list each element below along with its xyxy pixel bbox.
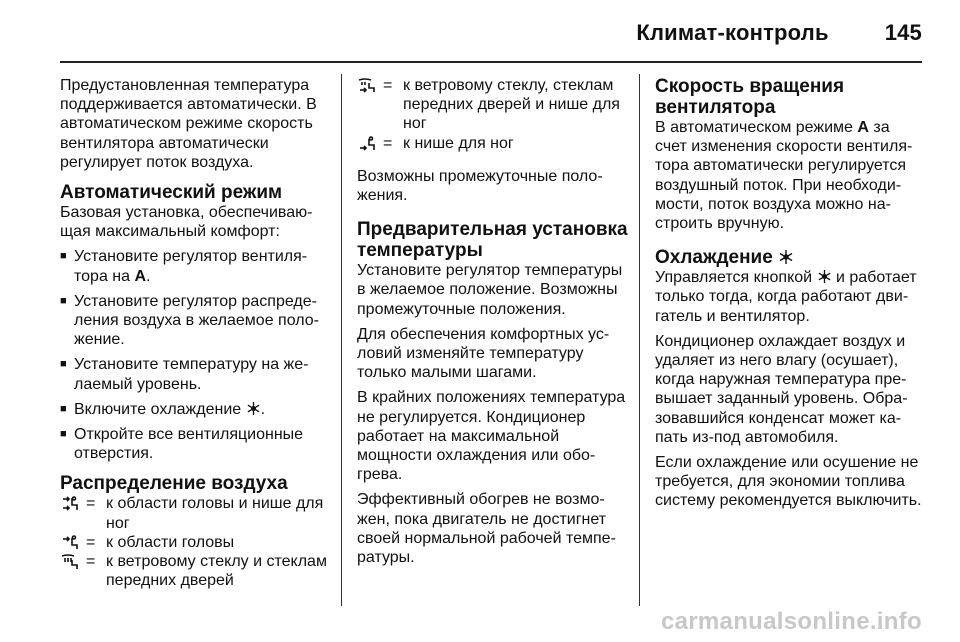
fan-setting-label: A (134, 267, 147, 285)
preset-paragraph: Эффективный обогрев не возможен, пока двигатель не достигнет своей нормальной рабочей температуры. (357, 491, 616, 567)
air-distribution-item: = к нише для ног (357, 134, 632, 153)
feet-vent-icon (357, 136, 377, 152)
preset-paragraph: Для обеспечения комфортных условий изменяйте температуру только малыми шагами. (357, 325, 610, 382)
air-distribution-text: к ветровому стеклу и стеклам передних дверей (106, 553, 327, 590)
header-rule (60, 61, 922, 63)
bullet-icon: ■ (60, 250, 67, 263)
air-distribution-item: = к области головы и нише для ног (60, 494, 330, 532)
bullet-text: Установите регулятор распределения воздуха в желаемое положение. (74, 292, 319, 349)
column-3 (655, 76, 925, 517)
snowflake-icon (778, 249, 794, 265)
snowflake-icon (246, 401, 261, 416)
cooling-paragraph: Если охлаждение или осушение не требуется, для экономии топлива систему рекомендуется выключить. (655, 454, 922, 510)
list-item (60, 425, 330, 463)
intro-paragraph: Предустановленная температура поддерживается автоматически. В автоматическом режиме скорость вентилятора автоматически регулирует поток воздуха. (60, 77, 317, 171)
air-distribution-text: к области головы и нише для ног (106, 495, 324, 532)
fan-speed-heading: Скорость вращения вентилятора (655, 76, 845, 118)
intermediate-note: Возможны промежуточные положения. (357, 167, 603, 205)
fan-speed-paragraph: В автоматическом режиме A за счет изменения скорости вентилятора автоматически регулируется воздушный поток. При необходимости, поток воздуха можно настроить вручную. (655, 119, 913, 233)
air-distribution-item: = к области головы (60, 533, 330, 552)
windscreen-vent-icon (60, 554, 80, 570)
air-distribution-text: к ветровому стеклу, стеклам передних дверей и нише для ног (403, 77, 620, 133)
bullet-text: Откройте все вентиляционные отверстия. (74, 426, 304, 463)
air-distribution-text: к области головы (106, 533, 235, 551)
bullet-icon: ■ (60, 358, 67, 371)
auto-mode-heading: Автоматический режим (60, 182, 283, 204)
list-item (60, 355, 330, 393)
page-title: Климат-контроль (636, 20, 829, 45)
air-distribution-heading: Распределение воздуха (60, 473, 288, 495)
bullet-icon: ■ (60, 428, 67, 441)
list-item: ■ Включите охлаждение . (60, 400, 266, 418)
list-item (60, 292, 330, 350)
bullet-icon: ■ (60, 294, 67, 307)
bullet-text: Установите регулятор вентилятора на (74, 248, 308, 285)
auto-mode-label: A (857, 119, 869, 136)
cooling-heading: Охлаждение (655, 247, 925, 268)
page-header (636, 20, 922, 46)
cooling-paragraph: Кондиционер охлаждает воздух и удаляет из него влагу (осушает), когда наружная температура превышает заданный уровень. Образовавшийся конденсат может капать из-под автомобиля. (655, 332, 908, 446)
air-distribution-text: к нише для ног (403, 134, 514, 152)
bullet-text: Включите охлаждение (74, 400, 242, 418)
head-and-feet-vent-icon (60, 496, 80, 512)
column-1 (60, 76, 330, 590)
preset-paragraph: Установите регулятор температуры в желаемое положение. Возможны промежуточные положения. (357, 262, 623, 318)
bullet-text: Установите температуру на желаемый уровень. (74, 356, 309, 393)
cooling-paragraph: Управляется кнопкой и работает только тогда, когда работают двигатель и вентилятор. (655, 269, 917, 325)
windscreen-and-feet-vent-icon (357, 78, 377, 94)
preset-heading: Предварительная установка температуры (357, 219, 628, 262)
auto-mode-text: Базовая установка, обеспечивающая максимальный комфорт: (60, 204, 313, 241)
bullet-icon: ■ (60, 402, 67, 415)
page-number: 145 (884, 20, 922, 45)
air-distribution-item: = к ветровому стеклу и стеклам передних дверей (60, 552, 330, 590)
list-item: ■ Установите регулятор вентилятора на A. (60, 248, 308, 285)
column-divider-2 (639, 74, 640, 606)
preset-paragraph: В крайних положениях температура не регулируется. Кондиционер работает на максимальной мощности охлаждения или обогрева. (357, 389, 626, 484)
column-2 (357, 76, 632, 573)
snowflake-icon (817, 269, 832, 284)
head-vent-icon (60, 535, 80, 551)
air-distribution-item: = к ветровому стеклу, стеклам передних дверей и нише для ног (357, 76, 632, 134)
watermark: carmanualsonline.info (660, 608, 922, 635)
column-divider-1 (341, 74, 342, 606)
